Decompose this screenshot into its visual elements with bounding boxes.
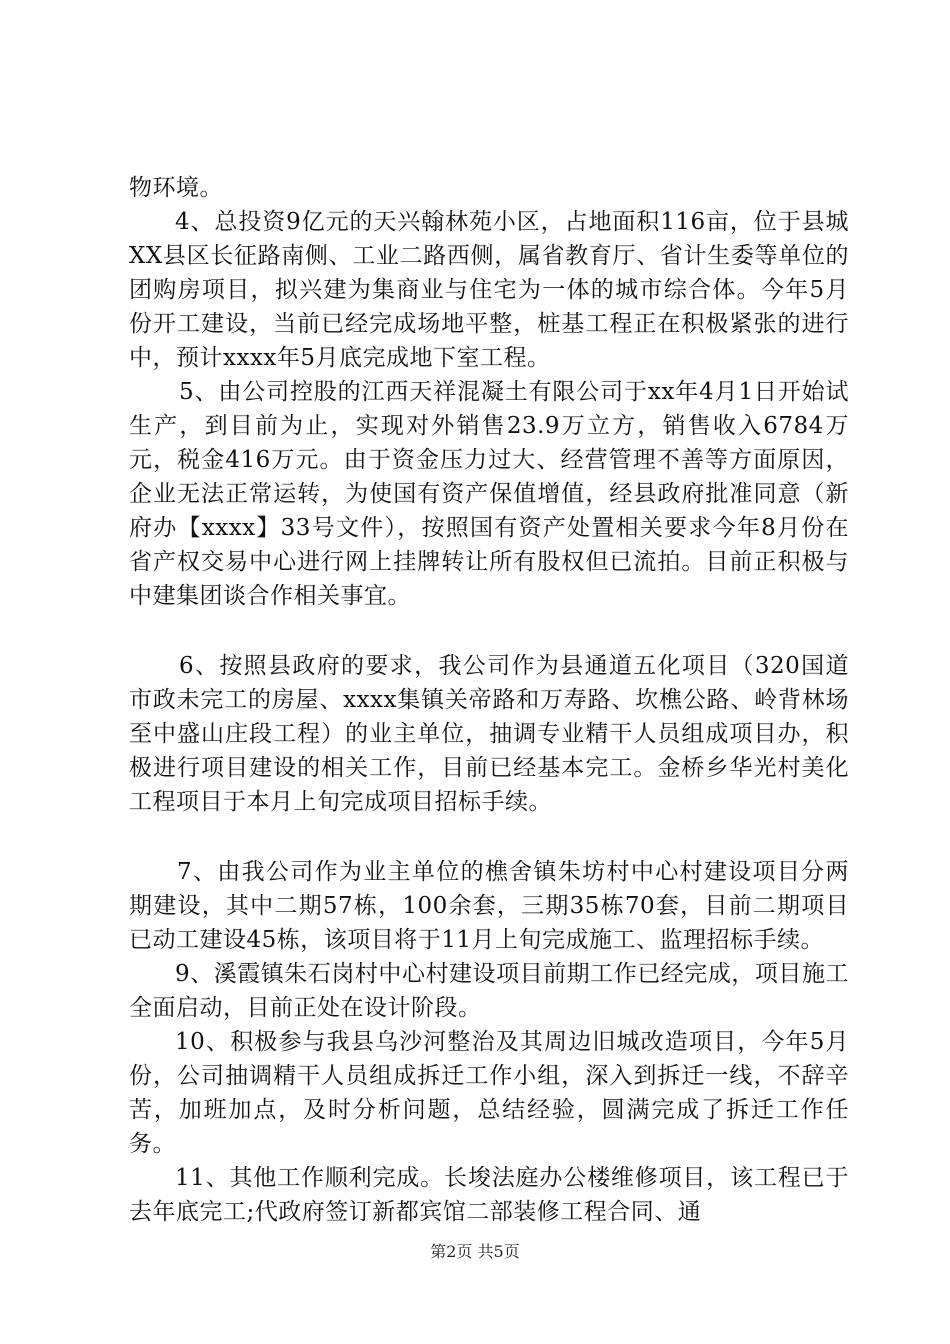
paragraph-item-5: 5、由公司控股的江西天祥混凝土有限公司于xx年4月1日开始试生产，到目前为止，实现对外销售23.9万立方，销售收入6784万元，税金416万元。由于资金压力过大、经营管理不善等方面原因，企业无法正常运转，为使国有资产保值增值，经县政府批准同意（新府办【xxxx】33号文件），按照国有资产处置相关要求今年8月份在省产权交易中心进行网上挂牌转让所有股权但已流拍。目前正积极与中建集团谈合作相关事宜。 [129,379,849,609]
paragraph-item-9: 9、溪霞镇朱石岗村中心村建设项目前期工作已经完成，项目施工全面启动，目前正处在设计阶段。 [129,961,849,1021]
page-number-label: 第2页 共5页 [430,1242,520,1261]
document-body [129,171,849,1229]
paragraph-item-4: 4、总投资9亿元的天兴翰林苑小区，占地面积116亩，位于县城XX县区长征路南侧、工业二路西侧，属省教育厅、省计生委等单位的团购房项目，拟兴建为集商业与住宅为一体的城市综合体。今年5月份开工建设，当前已经完成场地平整，桩基工程正在积极紧张的进行中，预计xxxx年5月底完成地下室工程。 [129,209,849,371]
paragraph-item-6: 6、按照县政府的要求，我公司作为县通道五化项目（320国道市政未完工的房屋、xxxx集镇关帝路和万寿路、坎樵公路、岭背林场至中盛山庄段工程）的业主单位，抽调专业精干人员组成项目办，积极进行项目建设的相关工作，目前已经基本完工。金桥乡华光村美化工程项目于本月上旬完成项目招标手续。 [129,653,849,815]
page-footer [0,1242,950,1262]
paragraph-continuation: 物环境。 [129,175,223,201]
paragraph-item-10: 10、积极参与我县乌沙河整治及其周边旧城改造项目，今年5月份，公司抽调精干人员组成拆迁工作小组，深入到拆迁一线，不辞辛苦，加班加点，及时分析问题，总结经验，圆满完成了拆迁工作任务。 [129,1029,849,1157]
paragraph-item-11: 11、其他工作顺利完成。长埈法庭办公楼维修项目，该工程已于去年底完工;代政府签订新都宾馆二部装修工程合同、通 [129,1165,849,1225]
paragraph-item-7: 7、由我公司作为业主单位的樵舍镇朱坊村中心村建设项目分两期建设，其中二期57栋，100余套，三期35栋70套，目前二期项目已动工建设45栋，该项目将于11月上旬完成施工、监理招标手续。 [129,859,849,953]
